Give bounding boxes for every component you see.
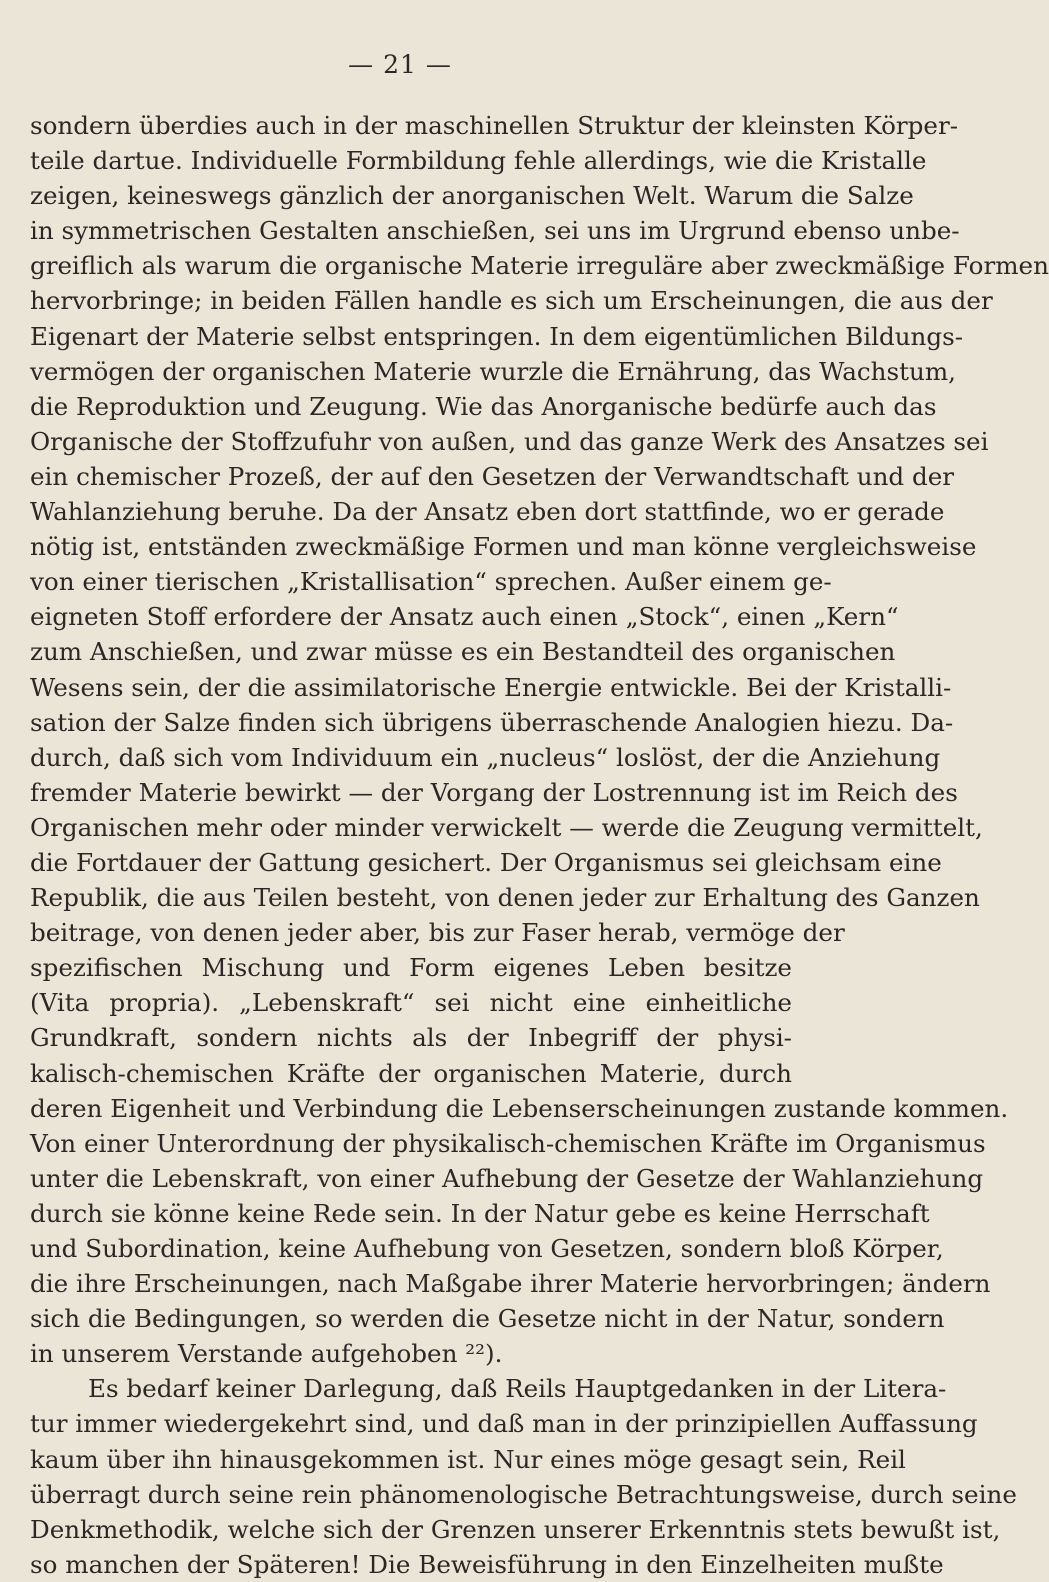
text-line: beitrage, von denen jeder aber, bis zur Faser herab, vermöge der [30,918,845,948]
text-line: Republik, die aus Teilen besteht, von denen jeder zur Erhaltung des Ganzen [30,883,980,913]
text-line: eigneten Stoff erfordere der Ansatz auch einen „Stock“, einen „Kern“ [30,602,899,632]
text-line: und Subordination, keine Aufhebung von Gesetzen, sondern bloß Körper, [30,1234,944,1263]
text-line: überragt durch seine rein phänomenologische Betrachtungsweise, durch seine [30,1479,1017,1509]
body-text [30,108,1049,1582]
text-line: zum Anschießen, und zwar müsse es ein Bestandteil des organischen [30,637,896,667]
text-line: Organischen mehr oder minder verwickelt — werde die Zeugung vermittelt, [30,812,983,842]
page-number: — 21 — [348,50,452,79]
text-line: Wahlanziehung beruhe. Da der Ansatz eben dort stattfinde, wo er gerade [30,497,945,527]
text-line: Grundkraft, sondern nichts als der Inbegriff der physi- [30,1023,792,1053]
text-line: ein chemischer Prozeß, der auf den Gesetzen der Verwandtschaft und der [30,461,955,491]
text-line: fremder Materie bewirkt — der Vorgang der Lostrennung ist im Reich des [30,777,958,807]
text-line: kaum über ihn hinausgekommen ist. Nur eines möge gesagt sein, Reil [30,1444,906,1474]
text-line: kalisch-chemischen Kräfte der organischen Materie, durch [30,1058,792,1088]
text-line: sondern überdies auch in der maschinellen Struktur der kleinsten Körper- [30,111,959,140]
text-line: durch sie könne keine Rede sein. In der Natur gebe es keine Herrschaft [30,1198,930,1228]
text-line: hervorbringe; in beiden Fällen handle es sich um Erscheinungen, die aus der [30,286,993,316]
text-line: deren Eigenheit und Verbindung die Lebenserscheinungen zustande kommen. [30,1093,1009,1123]
text-line: die Reproduktion und Zeugung. Wie das Anorganische bedürfe auch das [30,391,937,421]
text-line: sation der Salze finden sich übrigens überraschende Analogien hiezu. Da- [30,707,954,737]
text-line: spezifischen Mischung und Form eigenes Leben besitze [30,953,792,983]
text-line: Denkmethodik, welche sich der Grenzen unserer Erkenntnis stets bewußt ist, [30,1514,1001,1544]
text-line: von einer tierischen „Kristallisation“ sprechen. Außer einem ge- [30,567,832,597]
text-line: zeigen, keineswegs gänzlich der anorganischen Welt. Warum die Salze [30,181,914,211]
text-line: die ihre Erscheinungen, nach Maßgabe ihrer Materie hervorbringen; ändern [30,1269,991,1299]
text-line: so manchen der Späteren! Die Beweisführung in den Einzelheiten mußte [30,1549,944,1579]
text-line: durch, daß sich vom Individuum ein „nucleus“ loslöst, der die Anziehung [30,742,941,772]
text-line: nötig ist, entständen zweckmäßige Formen und man könne vergleichsweise [30,532,977,562]
text-line: teile dartue. Individuelle Formbildung fehle allerdings, wie die Kristalle [30,146,927,176]
text-line: die Fortdauer der Gattung gesichert. Der Organismus sei gleichsam eine [30,847,942,877]
text-line: (Vita propria). „Lebenskraft“ sei nicht eine einheitliche [30,988,792,1018]
text-line: tur immer wiedergekehrt sind, und daß man in der prinzipiellen Auffassung [30,1409,978,1439]
text-line: Organische der Stoffzufuhr von außen, und das ganze Werk des Ansatzes sei [30,426,989,456]
text-line: in symmetrischen Gestalten anschießen, sei uns im Urgrund ebenso unbe- [30,216,960,246]
text-line: greiflich als warum die organische Materie irreguläre aber zweckmäßige Formen [30,251,1049,281]
text-line: Eigenart der Materie selbst entspringen. In dem eigentümlichen Bildungs- [30,321,964,351]
text-line: vermögen der organischen Materie wurzle die Ernährung, das Wachstum, [30,356,956,386]
text-line: in unserem Verstande aufgehoben ²²). [30,1339,503,1369]
text-line: Wesens sein, der die assimilatorische Energie entwickle. Bei der Kristalli- [30,672,952,702]
text-line: Von einer Unterordnung der physikalisch-chemischen Kräfte im Organismus [30,1128,986,1158]
text-line: Es bedarf keiner Darlegung, daß Reils Hauptgedanken in der Litera- [88,1374,947,1404]
text-line: sich die Bedingungen, so werden die Gesetze nicht in der Natur, sondern [30,1304,945,1334]
text-line: unter die Lebenskraft, von einer Aufhebung der Gesetze der Wahlanziehung [30,1163,984,1193]
